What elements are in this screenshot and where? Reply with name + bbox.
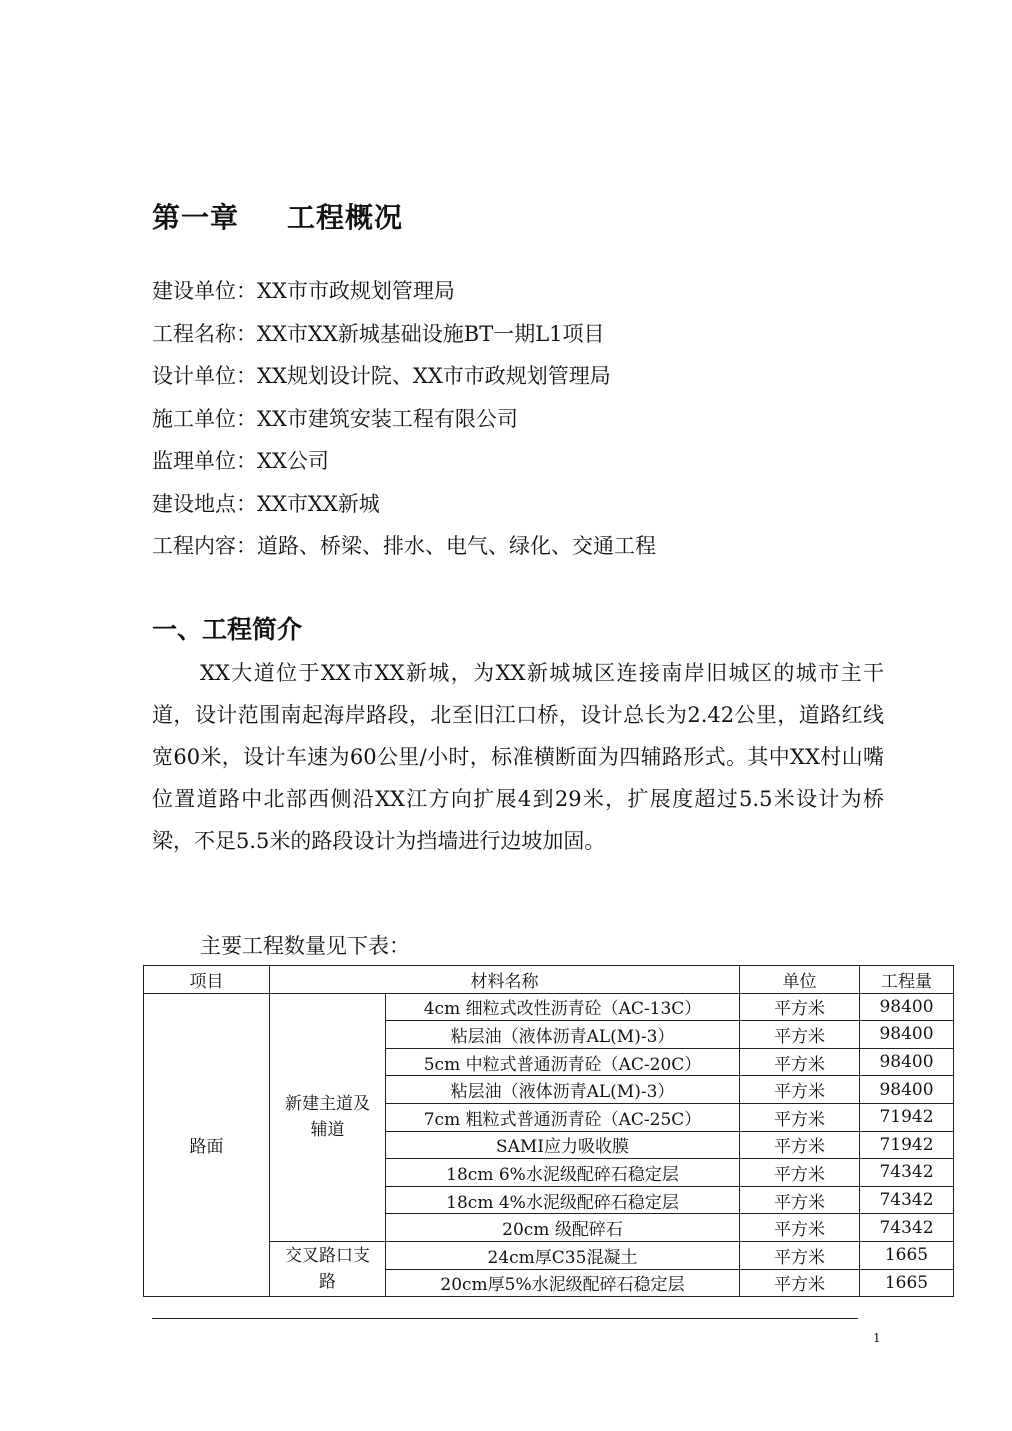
unit-cell: 平方米 xyxy=(740,1021,860,1049)
info-contractor: 施工单位：XX市建筑安装工程有限公司 xyxy=(152,406,518,431)
material-cell: 7cm 粗粒式普通沥青砼（AC-25C） xyxy=(386,1103,740,1131)
table-caption: 主要工程数量见下表： xyxy=(200,934,410,958)
unit-cell: 平方米 xyxy=(740,1048,860,1076)
unit-cell: 平方米 xyxy=(740,1214,860,1242)
unit-cell: 平方米 xyxy=(740,1159,860,1187)
chapter-title: 工程概况 xyxy=(287,201,404,234)
header-quantity: 工程量 xyxy=(860,966,954,994)
item-cell: 路面 xyxy=(144,993,270,1297)
quantity-cell: 71942 xyxy=(860,1131,954,1159)
material-cell: 18cm 6%水泥级配碎石稳定层 xyxy=(386,1159,740,1187)
chapter-heading xyxy=(152,196,403,236)
material-cell: 4cm 细粒式改性沥青砼（AC-13C） xyxy=(386,993,740,1021)
quantity-table xyxy=(143,965,954,1297)
material-cell: 24cm厚C35混凝土 xyxy=(386,1241,740,1269)
header-material: 材料名称 xyxy=(270,966,740,994)
unit-cell: 平方米 xyxy=(740,1103,860,1131)
material-cell: 粘层油（液体沥青AL(M)-3） xyxy=(386,1021,740,1049)
quantity-cell: 98400 xyxy=(860,1076,954,1104)
table-row xyxy=(144,993,954,1021)
material-cell: 20cm厚5%水泥级配碎石稳定层 xyxy=(386,1269,740,1297)
unit-cell: 平方米 xyxy=(740,1131,860,1159)
group-cell: 交叉路口支路 xyxy=(270,1241,386,1296)
unit-cell: 平方米 xyxy=(740,1269,860,1297)
intro-paragraph: XX大道位于XX市XX新城，为XX新城城区连接南岸旧城区的城市主干道，设计范围南起海岸路段，北至旧江口桥，设计总长为2.42公里，道路红线宽60米，设计车速为60公里/小时，标准横断面为四辅路形式。其中XX村山嘴位置道路中北部西侧沿XX江方向扩展4到29米，扩展度超过5.5米设计为桥梁，不足5.5米的路段设计为挡墙进行边坡加固。 xyxy=(152,661,884,853)
info-supervisor: 监理单位：XX公司 xyxy=(152,449,329,473)
quantity-cell: 98400 xyxy=(860,1048,954,1076)
section-heading: 一、工程简介 xyxy=(152,615,303,644)
unit-cell: 平方米 xyxy=(740,1076,860,1104)
info-owner: 建设单位：XX市市政规划管理局 xyxy=(152,279,455,303)
info-designer: 设计单位：XX规划设计院、XX市市政规划管理局 xyxy=(152,364,611,388)
material-cell: 5cm 中粒式普通沥青砼（AC-20C） xyxy=(386,1048,740,1076)
quantity-cell: 1665 xyxy=(860,1269,954,1297)
project-info-list xyxy=(152,270,656,568)
footer-divider xyxy=(152,1318,858,1319)
unit-cell: 平方米 xyxy=(740,993,860,1021)
quantity-cell: 98400 xyxy=(860,993,954,1021)
header-unit: 单位 xyxy=(740,966,860,994)
info-project-name: 工程名称：XX市XX新城基础设施BT一期L1项目 xyxy=(152,321,605,346)
material-cell: 18cm 4%水泥级配碎石稳定层 xyxy=(386,1186,740,1214)
info-scope: 工程内容：道路、桥梁、排水、电气、绿化、交通工程 xyxy=(152,534,656,558)
quantity-cell: 74342 xyxy=(860,1159,954,1187)
table-header-row xyxy=(144,966,954,994)
quantity-cell: 98400 xyxy=(860,1021,954,1049)
material-cell: 20cm 级配碎石 xyxy=(386,1214,740,1242)
header-item: 项目 xyxy=(144,966,270,994)
page-number: 1 xyxy=(873,1331,881,1345)
quantity-cell: 74342 xyxy=(860,1186,954,1214)
info-location: 建设地点：XX市XX新城 xyxy=(152,491,380,516)
quantity-cell: 1665 xyxy=(860,1241,954,1269)
material-cell: 粘层油（液体沥青AL(M)-3） xyxy=(386,1076,740,1104)
quantity-cell: 71942 xyxy=(860,1103,954,1131)
group-cell: 新建主道及辅道 xyxy=(270,993,386,1241)
quantity-cell: 74342 xyxy=(860,1214,954,1242)
unit-cell: 平方米 xyxy=(740,1241,860,1269)
unit-cell: 平方米 xyxy=(740,1186,860,1214)
chapter-number: 第一章 xyxy=(152,201,240,234)
material-cell: SAMI应力吸收膜 xyxy=(386,1131,740,1159)
